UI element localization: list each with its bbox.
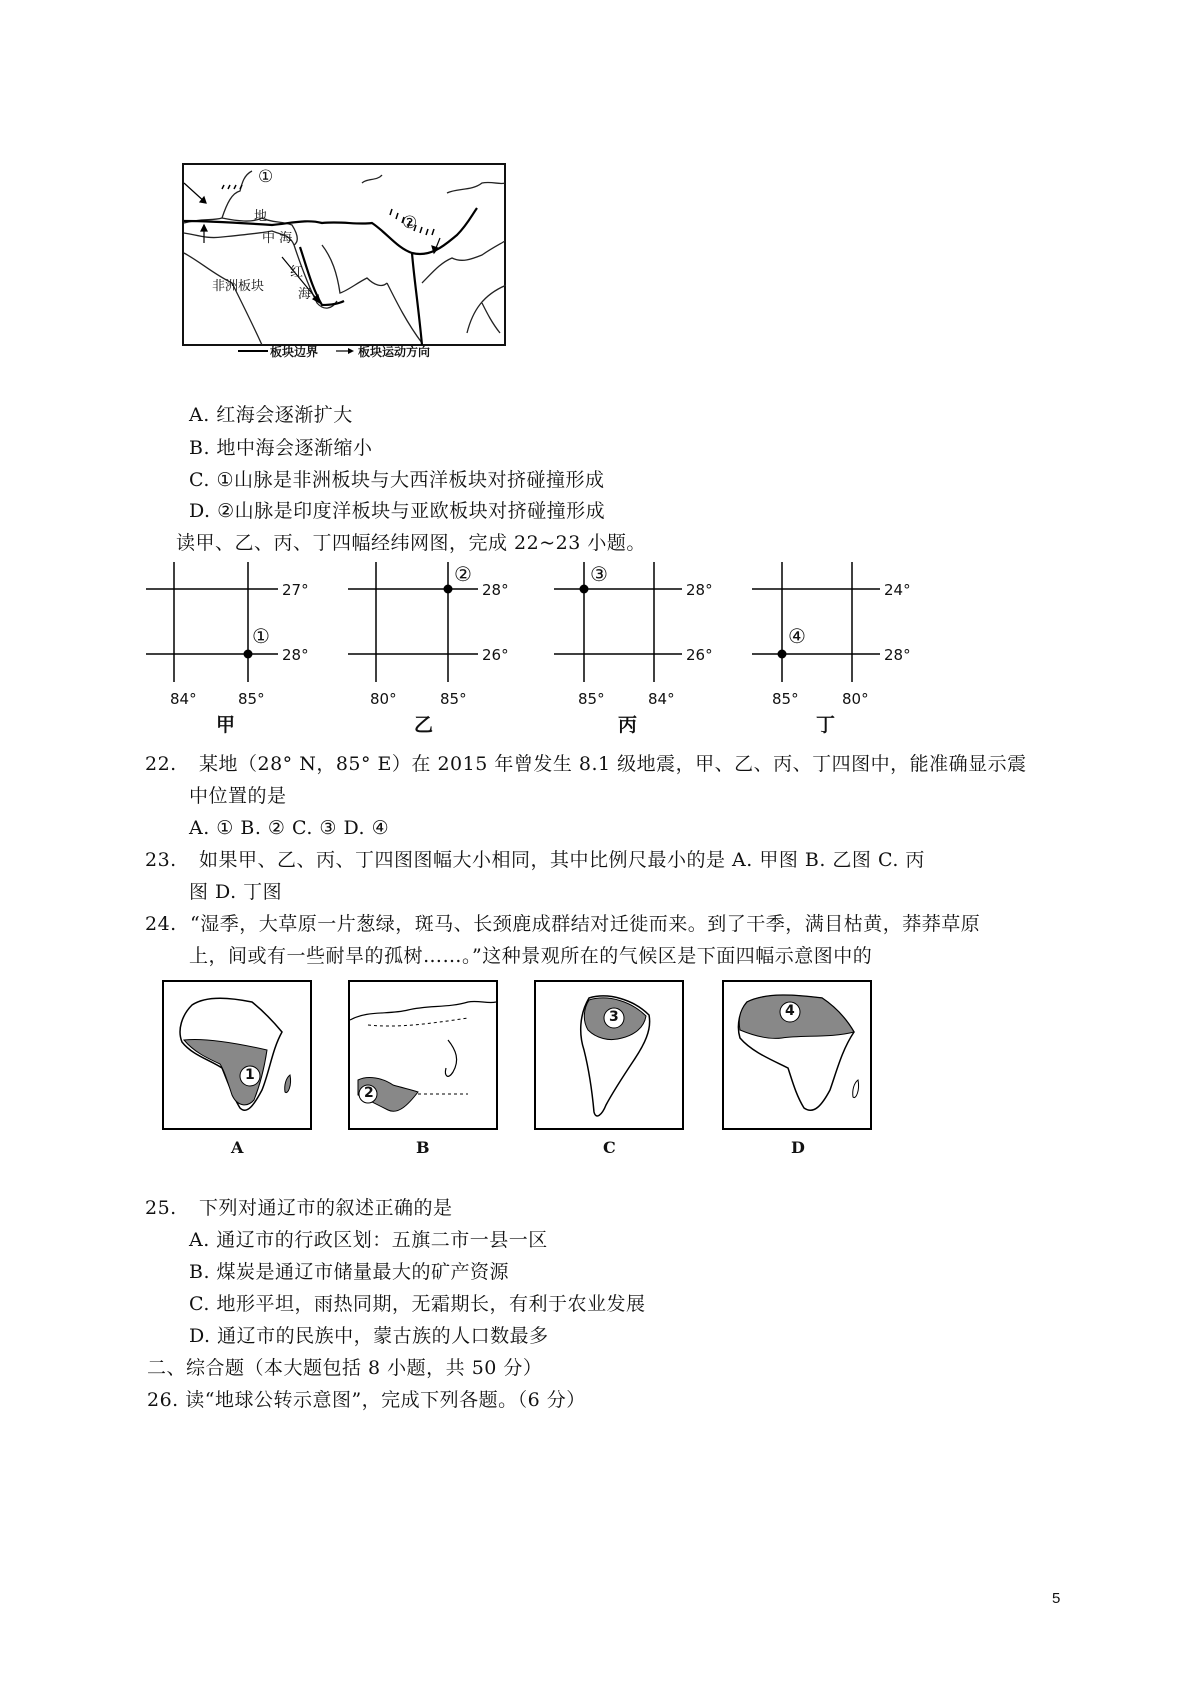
intro-22-23: 读甲、乙、丙、丁四幅经纬网图，完成 22~23 小题。	[176, 532, 646, 554]
q22-options: A. ① B. ② C. ③ D. ④	[189, 817, 390, 839]
q22-stem-line1: 某地（28° N，85° E）在 2015 年曾发生 8.1 级地震，甲、乙、丙、丁四图中，能准确显示震	[199, 753, 1027, 775]
climate-map-a	[162, 980, 312, 1160]
grid-ding	[752, 562, 942, 740]
climate-map-a-caption: A	[231, 1138, 244, 1157]
q23-number: 23.	[145, 849, 177, 871]
legend-boundary: 板块边界	[270, 345, 319, 359]
climate-map-d-drawing	[722, 980, 872, 1132]
grid-bing-lat-top: 28°	[686, 581, 713, 599]
q26-stem: 26. 读“地球公转示意图”，完成下列各题。（6 分）	[147, 1389, 586, 1411]
q21-option-a: A. 红海会逐渐扩大	[189, 404, 353, 426]
q25-option-c: C. 地形平坦，雨热同期，无霜期长，有利于农业发展	[189, 1293, 646, 1315]
climate-map-c-mark: 3	[609, 1009, 619, 1025]
grid-jia-caption: 甲	[216, 714, 236, 736]
q24-stem-line1: “湿季，大草原一片葱绿，斑马、长颈鹿成群结对迁徙而来。到了干季，满目枯黄，莽莽草原	[190, 913, 981, 935]
map-label-hong: 红	[290, 265, 304, 280]
grid-yi-mark: ②	[454, 562, 472, 586]
map-mark-1: ①	[258, 167, 274, 187]
section-2-heading: 二、综合题（本大题包括 8 小题，共 50 分）	[147, 1357, 543, 1379]
q25-option-a: A. 通辽市的行政区划：五旗二市一县一区	[189, 1229, 548, 1251]
grid-ding-lon-left: 85°	[772, 690, 799, 708]
grid-yi	[348, 562, 538, 740]
q25-stem: 下列对通辽市的叙述正确的是	[199, 1197, 453, 1219]
grid-bing-lon-left: 85°	[578, 690, 605, 708]
grid-bing	[554, 562, 744, 740]
climate-map-a-mark: 1	[245, 1067, 255, 1083]
q25-option-d: D. 通辽市的民族中，蒙古族的人口数最多	[189, 1325, 549, 1347]
climate-map-b-mark: 2	[364, 1085, 374, 1101]
grid-jia-lines	[146, 562, 336, 682]
grid-yi-lon-left: 80°	[370, 690, 397, 708]
q23-stem-line1: 如果甲、乙、丙、丁四图图幅大小相同，其中比例尺最小的是 A. 甲图 B. 乙图 C. 丙	[199, 849, 925, 871]
grid-bing-mark: ③	[590, 562, 608, 586]
grid-jia-lat-bottom: 28°	[282, 646, 309, 664]
q22-number: 22.	[145, 753, 177, 775]
map-label-hai: 海	[298, 287, 312, 302]
grid-bing-lines	[554, 562, 744, 682]
climate-map-d-caption: D	[791, 1138, 805, 1157]
grid-ding-mark: ④	[788, 624, 806, 648]
grid-ding-caption: 丁	[816, 714, 836, 736]
map-label-zhonghai: 中 海	[262, 231, 293, 246]
q23-stem-line2: 图 D. 丁图	[189, 881, 283, 903]
grid-jia-lon-right: 85°	[238, 690, 265, 708]
grid-yi-lines	[348, 562, 538, 682]
climate-map-b-drawing	[348, 980, 498, 1132]
map-label-di: 地	[254, 209, 268, 224]
grid-yi-lat-top: 28°	[482, 581, 509, 599]
q25-option-b: B. 煤炭是通辽市储量最大的矿产资源	[189, 1261, 510, 1283]
grid-ding-lat-top: 24°	[884, 581, 911, 599]
grid-bing-lat-bottom: 26°	[686, 646, 713, 664]
grid-jia-mark: ①	[252, 624, 270, 648]
climate-map-a-drawing	[162, 980, 312, 1132]
plate-map-drawing	[182, 163, 506, 358]
grid-bing-caption: 丙	[618, 714, 638, 736]
map-mark-2: ②	[402, 213, 418, 233]
grid-yi-lon-right: 85°	[440, 690, 467, 708]
climate-map-c	[534, 980, 684, 1160]
q21-option-b: B. 地中海会逐渐缩小	[189, 437, 373, 459]
q24-stem-line2: 上，间或有一些耐旱的孤树……。”这种景观所在的气候区是下面四幅示意图中的	[189, 945, 873, 967]
page-number: 5	[1052, 1590, 1061, 1607]
q25-number: 25.	[145, 1197, 177, 1219]
climate-map-d	[722, 980, 872, 1160]
map-legend	[236, 343, 506, 359]
grid-jia-lat-top: 27°	[282, 581, 309, 599]
q21-option-d: D. ②山脉是印度洋板块与亚欧板块对挤碰撞形成	[189, 500, 606, 522]
climate-map-b	[348, 980, 498, 1160]
map-label-africa-plate: 非洲板块	[212, 279, 265, 294]
grid-bing-lon-right: 84°	[648, 690, 675, 708]
grid-ding-lines	[752, 562, 942, 682]
climate-map-c-drawing	[534, 980, 684, 1132]
q22-stem-line2: 中位置的是	[189, 785, 287, 807]
grid-jia-lon-left: 84°	[170, 690, 197, 708]
climate-map-c-caption: C	[603, 1138, 616, 1157]
climate-map-d-mark: 4	[785, 1003, 795, 1019]
legend-direction: 板块运动方向	[358, 345, 431, 359]
q24-number: 24.	[145, 913, 177, 935]
q21-option-c: C. ①山脉是非洲板块与大西洋板块对挤碰撞形成	[189, 469, 605, 491]
grid-ding-lat-bottom: 28°	[884, 646, 911, 664]
grid-yi-caption: 乙	[414, 714, 434, 736]
plate-tectonics-map	[182, 163, 506, 358]
grid-ding-lon-right: 80°	[842, 690, 869, 708]
climate-map-b-caption: B	[416, 1138, 430, 1157]
grid-yi-lat-bottom: 26°	[482, 646, 509, 664]
grid-jia	[146, 562, 336, 740]
